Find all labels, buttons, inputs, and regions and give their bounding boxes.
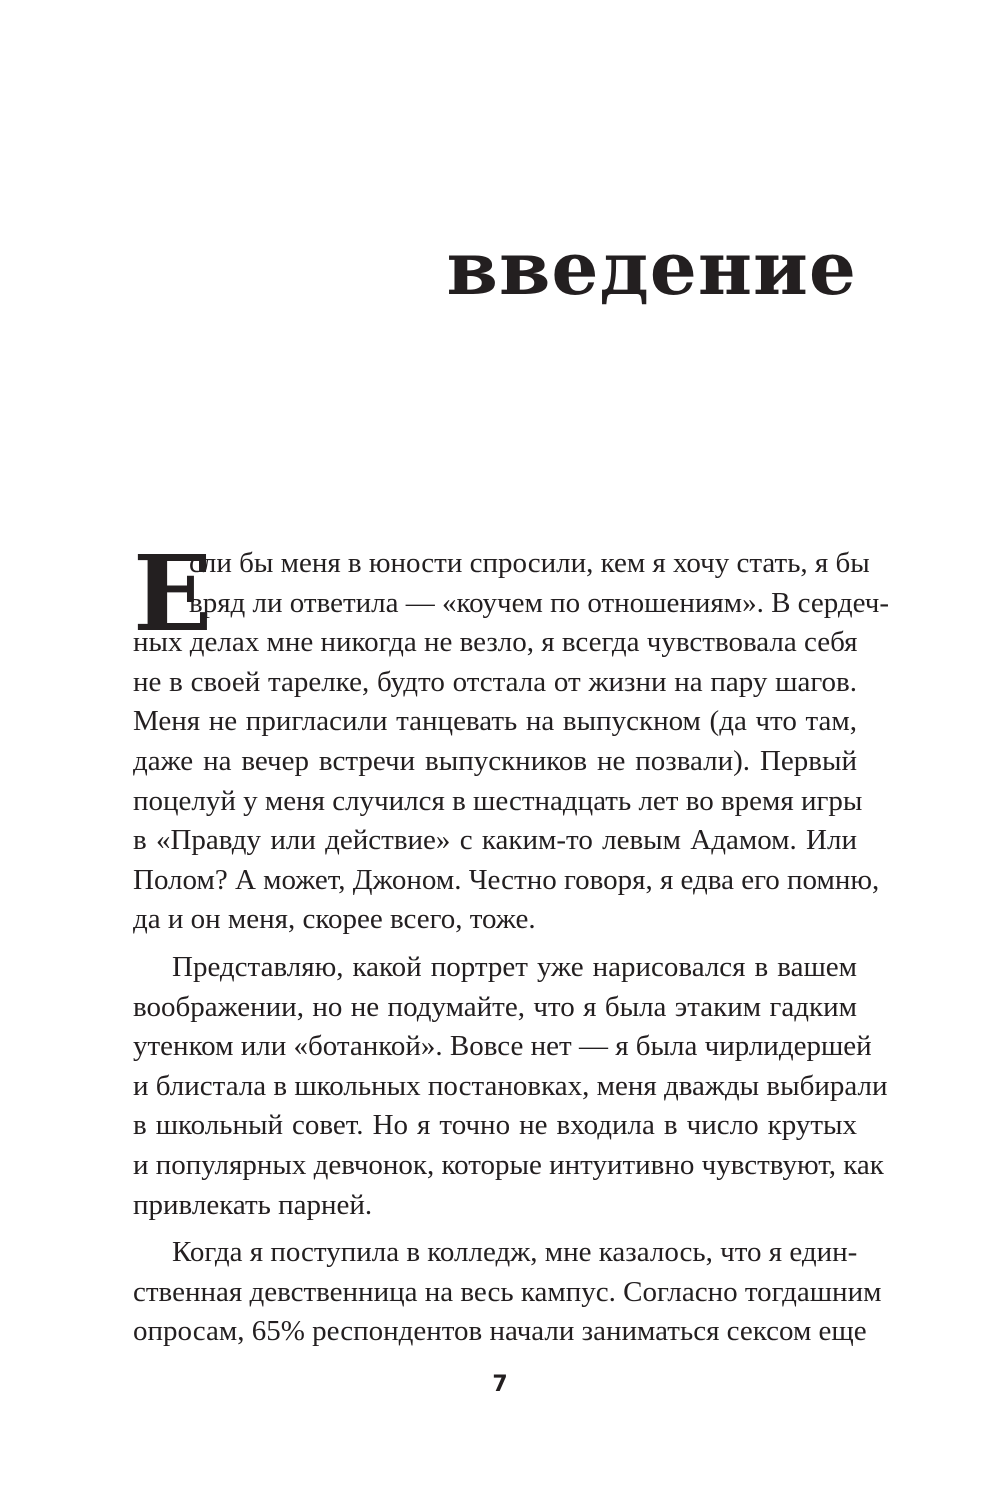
body-text [133, 532, 890, 1352]
text-line: и блистала в школьных постановках, меня дважды выбирали [133, 1069, 888, 1102]
text-line: в школьный совет. Но я точно не входила в число крутых [133, 1109, 857, 1142]
text-line: и популярных девчонок, которые интуитивно чувствуют, как [133, 1148, 884, 1181]
text-line: Полом? А может, Джоном. Честно говоря, я едва его помню, [133, 863, 880, 896]
text-line: да и он меня, скорее всего, тоже. [133, 903, 536, 936]
text-line: утенком или «ботанкой». Вовсе нет — я была чирлидершей [133, 1030, 872, 1063]
paragraph-2 [133, 948, 888, 1225]
text-line: Представляю, какой портрет уже нарисовался в вашем [172, 950, 857, 983]
text-line: ственная девственница на весь кампус. Согласно тогдашним [133, 1275, 882, 1308]
text-line: в «Правду или действие» с каким-то левым Адамом. Или [133, 824, 857, 857]
text-line: воображении, но не подумайте, что я была этаким гадким [133, 990, 857, 1023]
paragraph-3 [133, 1233, 882, 1352]
paragraph-gap [133, 1225, 857, 1233]
paragraph-gap [133, 940, 857, 948]
text-line: опросам, 65% респондентов начали заниматься сексом еще [133, 1315, 867, 1348]
drop-cap: Е [133, 532, 213, 655]
text-line: привлекать парней. [133, 1188, 373, 1221]
page-number: 7 [492, 1372, 508, 1397]
paragraph-1 [133, 532, 890, 940]
text-line: не в своей тарелке, будто отстала от жизни на пару шагов. [133, 665, 857, 698]
chapter-title: введение [446, 226, 857, 312]
text-line: поцелуй у меня случился в шестнадцать лет во время игры [133, 784, 863, 817]
text-line: Когда я поступила в колледж, мне казалось, что я един- [172, 1236, 858, 1269]
text-line: Меня не пригласили танцевать на выпускном (да что там, [133, 705, 857, 738]
text-line: сли бы меня в юности спросили, кем я хочу стать, я бы [189, 547, 870, 579]
text-line: даже на вечер встречи выпускников не позвали). Первый [133, 744, 857, 777]
text-line: вряд ли ответила — «коучем по отношениям». В сердеч- [189, 586, 890, 619]
text-line: ных делах мне никогда не везло, я всегда чувствовала себя [133, 626, 858, 659]
